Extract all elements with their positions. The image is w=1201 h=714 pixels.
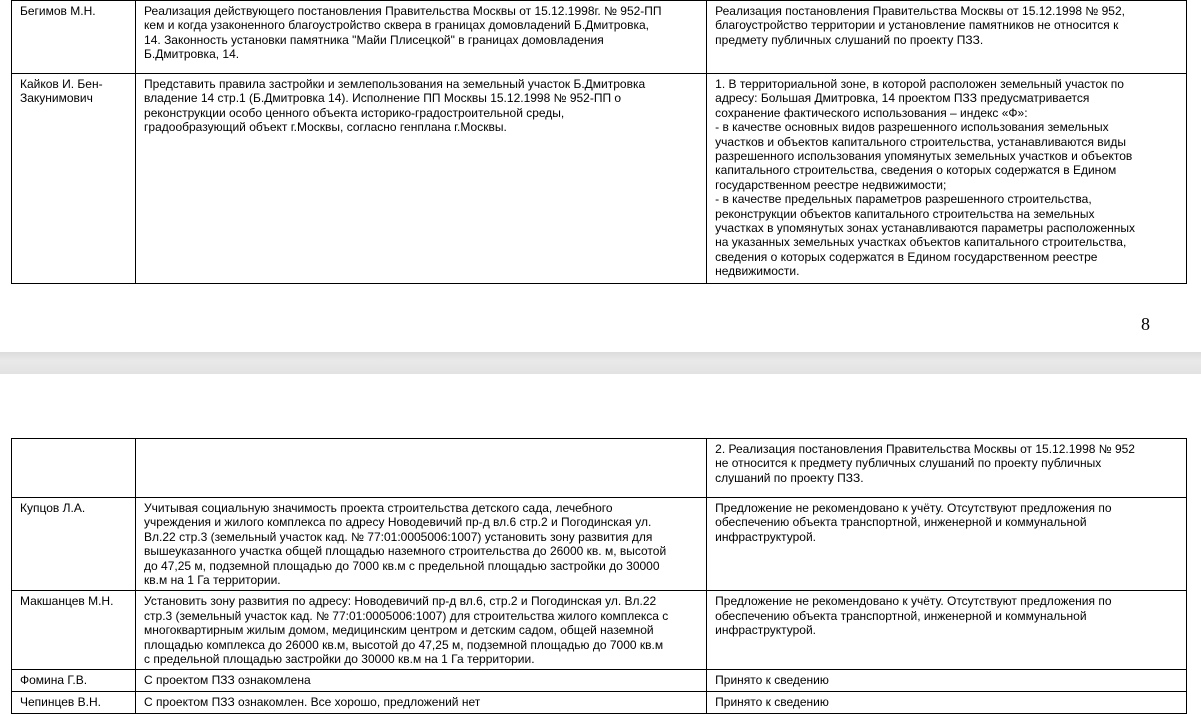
table-row [12,670,1187,692]
response-text: Предложение не рекомендовано к учёту. Отсутствуют предложения по обеспечению объекта транспортной, инженерной и коммунальной инфраструктурой. [707,591,1187,670]
participant-name: Купцов Л.А. [12,498,136,591]
page-separator [0,352,1201,374]
response-text: 1. В территориальной зоне, в которой расположен земельный участок по адресу: Большая Дмитровка, 14 проектом ПЗЗ предусматривается сохранение фактического использования – индекс «Ф»: - в качестве основных видов разрешенного использования земельных участков и объектов капитального строительства, устанавливаются виды разрешенного использования упомянутых земельных участков и объектов капитального строительства, сведения о которых содержатся в Едином государственном реестре недвижимости; - в качестве предельных параметров разрешенного строительства, реконструкции объектов капитального строительства на земельных участках в упомянутых зонах устанавливаются параметры расположенных на указанных земельных участках объектов капитального строительства, сведения о которых содержатся в Едином государственном реестре недвижимости. [707,74,1187,284]
proposal-text [136,439,707,498]
document-page-8 [0,0,1201,352]
participant-name: Бегимов М.Н. [12,1,136,74]
participant-name: Макшанцев М.Н. [12,591,136,670]
page-number: 8 [1141,314,1150,334]
response-text: 2. Реализация постановления Правительства Москвы от 15.12.1998 № 952 не относится к предмету публичных слушаний по проекту публичных слушаний по проекту ПЗЗ. [707,439,1187,498]
participant-name: Фомина Г.В. [12,670,136,692]
participant-name: Кайков И. Бен- Закунимович [12,74,136,284]
proposal-text: С проектом ПЗЗ ознакомлен. Все хорошо, предложений нет [136,692,707,714]
response-text: Предложение не рекомендовано к учёту. Отсутствуют предложения по обеспечению объекта транспортной, инженерной и коммунальной инфраструктурой. [707,498,1187,591]
proposal-text: Учитывая социальную значимость проекта строительства детского сада, лечебного учреждения и жилого комплекса по адресу Новодевичий пр-д вл.6 стр.2 и Погодинская ул. Вл.22 стр.3 (земельный участок кад. № 77:01:0005006:1007) установить зону развития для вышеуказанного участка общей площадью наземного строительства до 26000 кв. м, высотой до 47,25 м, подземной площадью до 7000 кв.м с предельной площадью застройки до 30000 кв.м на 1 Га территории. [136,498,707,591]
hearing-table-page-8 [11,0,1187,284]
participant-name: Чепинцев В.Н. [12,692,136,714]
proposal-text: С проектом ПЗЗ ознакомлена [136,670,707,692]
hearing-table-page-9 [11,438,1187,714]
response-text: Принято к сведению [707,670,1187,692]
table-row [12,74,1187,284]
document-page-9 [0,374,1201,710]
proposal-text: Представить правила застройки и землепользования на земельный участок Б.Дмитровка владение 14 стр.1 (Б.Дмитровка 14). Исполнение ПП Москвы 15.12.1998 № 952-ПП о реконструкции особо ценного объекта историко-градостроительной среды, градообразующий объект г.Москвы, согласно генплана г.Москвы. [136,74,707,284]
table-row [12,1,1187,74]
proposal-text: Реализация действующего постановления Правительства Москвы от 15.12.1998г. № 952-ПП кем и когда узаконенного благоустройство сквера в границах домовладений Б.Дмитровка, 14. Законность установки памятника "Майи Плисецкой" в границах домовладения Б.Дмитровка, 14. [136,1,707,74]
response-text: Принято к сведению [707,692,1187,714]
participant-name [12,439,136,498]
table-row [12,591,1187,670]
table-row [12,498,1187,591]
table-row [12,439,1187,498]
table-row [12,692,1187,714]
proposal-text: Установить зону развития по адресу: Новодевичий пр-д вл.6, стр.2 и Погодинская ул. Вл.22 стр.3 (земельный участок кад. № 77:01:0005006:1007) для строительства жилого комплекса с многоквартирным жилым домом, медицинским центром и детским садом, общей наземной площадью комплекса до 26000 кв.м, высотой до 47,25 м, подземной площадью до 7000 кв.м с предельной площадью застройки до 30000 кв.м на 1 Га территории. [136,591,707,670]
response-text: Реализация постановления Правительства Москвы от 15.12.1998 № 952, благоустройство территории и установление памятников не относится к предмету публичных слушаний по проекту ПЗЗ. [707,1,1187,74]
